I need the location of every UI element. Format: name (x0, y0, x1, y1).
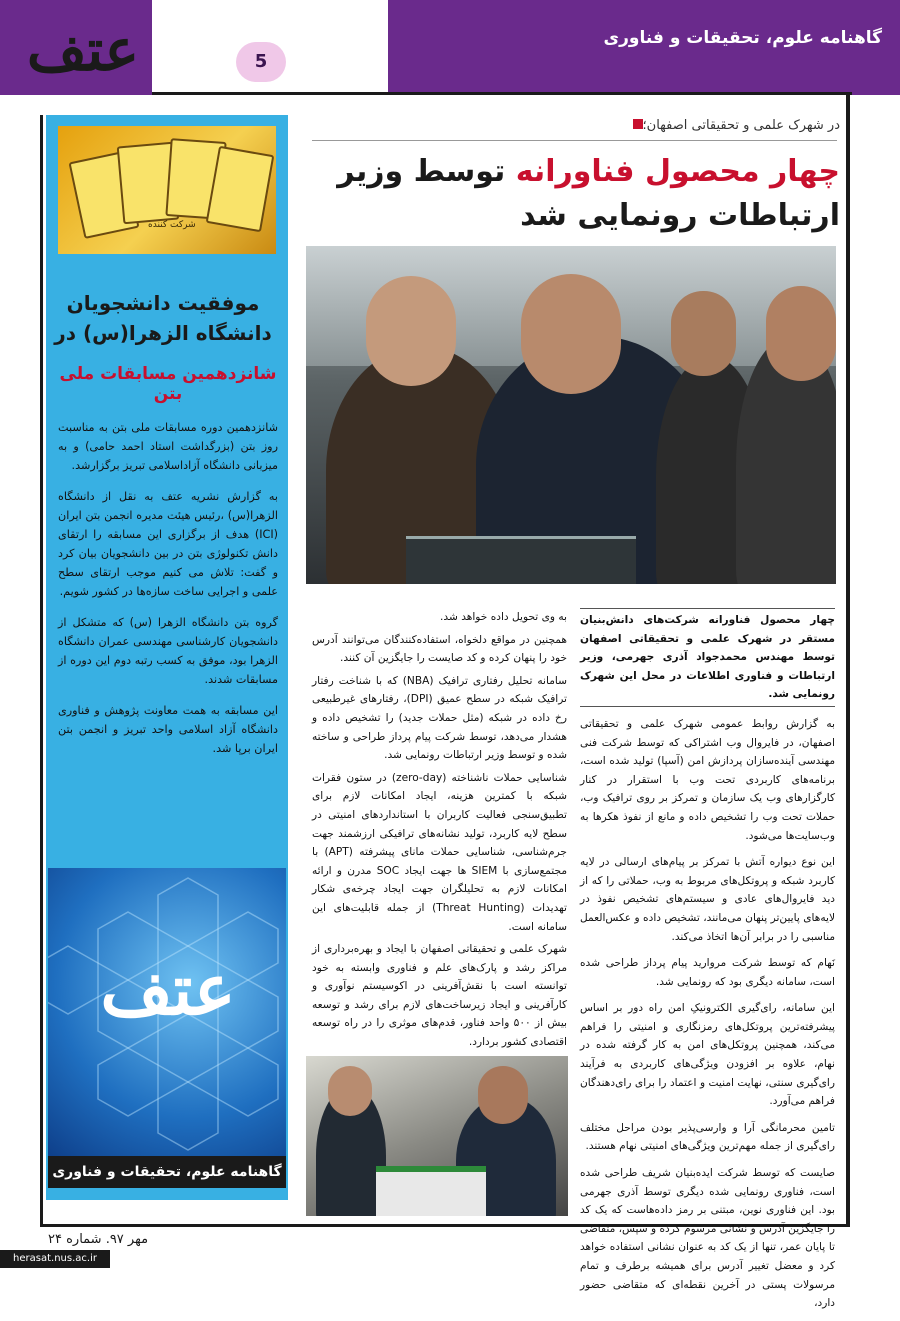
sidebar-body (58, 418, 278, 770)
face-left (366, 276, 456, 386)
monitor (406, 536, 636, 584)
flag-banner (376, 1166, 486, 1216)
article-paragraph: به وی تحویل داده خواهد شد. (440, 611, 567, 623)
kicker-text: در شهرک علمی و تحقیقاتی اصفهان؛ (642, 118, 840, 133)
header-rule (152, 92, 852, 95)
sidebar-photo-badges (58, 126, 276, 254)
frame-right (846, 92, 850, 1227)
article-column-left (312, 608, 567, 1056)
article-paragraph: شهرک علمی و تحقیقاتی اصفهان با ایجاد و بهره‌برداری از مراکز رشد و پارک‌های علم و فناوری وابسته به خود توانسته است با نقش‌آفرینی در اکوسیستم نوآوری و کارآفرینی و ایجاد زیرساخت‌های لازم برای رشد و توسعه بیش از ۵۰۰ واحد فناور، قدم‌های موثری را در راه توسعه اقتصادی کشور بردارد. (312, 943, 567, 1049)
article-column-right (580, 608, 835, 1321)
article-title (320, 150, 840, 238)
sidebar-paragraph: شانزدهمین دوره مسابقات ملی بتن به مناسبت روز بتن (بزرگداشت استاد احمد حامی) و به میزبانی دانشگاه آزاداسلامی تبریز برگزارشد. (58, 421, 278, 472)
sidebar-paragraph: این مسابقه به همت معاونت پژوهش و فناوری دانشگاه آزاد اسلامی واحد تبریز و انجمن بتن ایران برپا شد. (58, 704, 278, 755)
sidebar-paragraph: گروه بتن دانشگاه الزهرا (س) که متشکل از دانشجویان کارشناسی مهندسی عمران دانشگاه الزهرا بود، موفق به کسب رتبه دوم این دوره از مسابقات شدند. (58, 616, 278, 686)
secondary-photo (306, 1056, 568, 1216)
article-paragraph: تامین محرمانگی آرا و وارسی‌پذیر بودن مراحل مختلف رای‌گیری از جمله مهم‌ترین ویژگی‌های امنیتی نهام هستند. (580, 1121, 835, 1153)
page-number: 5 (236, 42, 286, 82)
site-url[interactable]: herasat.nus.ac.ir (0, 1250, 110, 1268)
sidebar-cover-art (48, 868, 286, 1156)
cover-logo: عتف (100, 948, 236, 1031)
sidebar-headline-red: شانزدهمین مسابقات ملی بتن (59, 364, 277, 404)
header-title: گاهنامه علوم، تحقیقات و فناوری (603, 28, 882, 48)
face-right (766, 286, 836, 381)
face-back (671, 291, 736, 376)
frame-left (40, 115, 43, 1227)
sidebar-paragraph: به گزارش نشریه عتف به نقل از دانشگاه الزهرا(س) ،رئیس هیئت مدیره انجمن بتن ایران (ICI) هدف از برگزاری این مسابقه را ارتقای دانش تکنولوژی بتن در بین دانشجویان بیان کرد و گفت: تلاش می کنیم موجب ارتقای سطح علمی و اجرایی ساخت سازه‌ها در کشور شویم. (58, 490, 278, 598)
article-paragraph: صایست که توسط شرکت ایده‌بنیان شریف طراحی شده است، فناوری رونمایی شده دیگری توسط آذری جهرمی بود. این فناوری نوین، مبتنی بر رمز داده‌هاست که یک کد را جایگزین آدرس و نشانی مرسوم کرده و سپس، متقاضی تا پایان عمر، تنها از یک کد به عنوان نشانی استفاده خواهد کرد و معضل تغییر آدرس برای همیشه برطرف و تمام مرسولات پستی در آخرین نقطه‌ای که متقاضی حضور دارد، (579, 1167, 835, 1310)
face-center (521, 274, 621, 394)
title-rest: توسط وزیر ارتباطات رونمایی شد (337, 154, 840, 233)
badge-card (206, 146, 275, 233)
article-paragraph: نَهام که توسط شرکت مروارید پیام پرداز طراحی شده است، سامانه دیگری بود که رونمایی شد. (580, 957, 835, 988)
article-lead: چهار محصول فناورانه شرکت‌های دانش‌بنیان مستقر در شهرک علمی و تحقیقاتی اصفهان توسط مهندس محمدجواد آذری جهرمی، وزیر ارتباطات و فناوری اطلاعات در محل این شهرک رونمایی شد. (580, 608, 835, 707)
article-paragraph: این نوع دیواره آتش با تمرکز بر پیام‌های ارسالی در لایه کاربرد شبکه و پروتکل‌های مربوط به وب، حملاتی را که از دید فایروال‌های عادی و سیستم‌های تشخیص نفوذ در لایه‌های پایین‌تر پنهان می‌مانند، تشخیص داده و عکس‌العمل مناسبی را در برابر آن‌ها اتخاذ می‌کند. (580, 856, 835, 943)
article-paragraph: به گزارش روابط عمومی شهرک علمی و تحقیقاتی اصفهان، در فایروال وب اشتراکی که توسط شرکت فنی مهندسی آینده‌سازان پردازش امن (آسپا) تولید شده است، برنامه‌های کاربردی تحت وب با استقرار در کنار کارگزارهای وب یک سازمان و تمرکز بر روی ترافیک وب، حملات تحت وب را تشخیص داده و مانع از نفوذ هکرها به وب‌سایت‌ها می‌شود. (580, 717, 835, 842)
sidebar-headline: موفقیت دانشجویان دانشگاه الزهرا(س) در (54, 291, 272, 345)
badge-label: شرکت کننده (148, 220, 196, 230)
magazine-logo: عتف (26, 16, 140, 84)
kicker-square-icon (633, 119, 643, 129)
article-paragraph: این سامانه، رای‌گیری الکترونیکِ امن راه دور بر اساس پیشرفته‌ترین پروتکل‌های رمزنگاری و امنیتی را فراهم می‌کند، همچنین پروتکل‌های امن به کار گرفته شده در نهام، علاوه بر افزودن ویژگی‌های کاربردی به فرآیند رای‌گیری سنتی، نهایت امنیت و اعتماد را برای رای‌دهندگان فراهم می‌آورد. (580, 1002, 835, 1108)
sidebar-caption: گاهنامه علوم، تحقیقات و فناوری (48, 1156, 286, 1188)
main-photo (306, 246, 836, 584)
kicker-rule (312, 140, 837, 141)
face-b (478, 1066, 528, 1124)
article-kicker (627, 118, 840, 133)
face-a (328, 1066, 372, 1116)
article-paragraph: شناسایی حملات ناشناخته (zero-day) در ستون فقرات شبکه با کمترین هزینه، ایجاد امکانات لازم برای تطبیق‌سنجی فعالیت کاربران با استانداردهای امنیتی در سطح لایه کاربرد، تولید نشانه‌های ترافیکی ارزشمند جهت جرم‌شناسی، شناسایی حملات مانای پیشرفته (APT) با مجتمع‌سازی با SIEM ها جهت ایجاد SOC مدرن و ارائه امکانات لازم به تحلیلگران جهت ایجاد چرخه‌ی شکار تهدیدات (Threat Hunting) از جمله قابلیت‌های این سامانه است. (312, 771, 567, 933)
issue-label: مهر ۹۷. شماره ۲۴ (48, 1232, 149, 1247)
title-red: چهار محصول فناورانه (515, 154, 840, 189)
article-paragraph: همچنین در مواقع دلخواه، استفاده‌کنندگان می‌توانند آدرس خود را پنهان کرده و کد صایست را جایگزین آن کنند. (312, 633, 567, 665)
article-paragraph: سامانه تحلیل رفتاری ترافیک (NBA) که با شناخت رفتار ترافیک شبکه در سطح عمیق (DPI)، رفتارهای غیرطبیعی رخ داده در شبکه (مثل حملات جدید) را تشخیص داده و هشدار می‌دهد، توسط شرکت پیام پرداز طراحی و ساخته شده و توسط وزیر ارتباطات رونمایی شد. (312, 674, 567, 762)
